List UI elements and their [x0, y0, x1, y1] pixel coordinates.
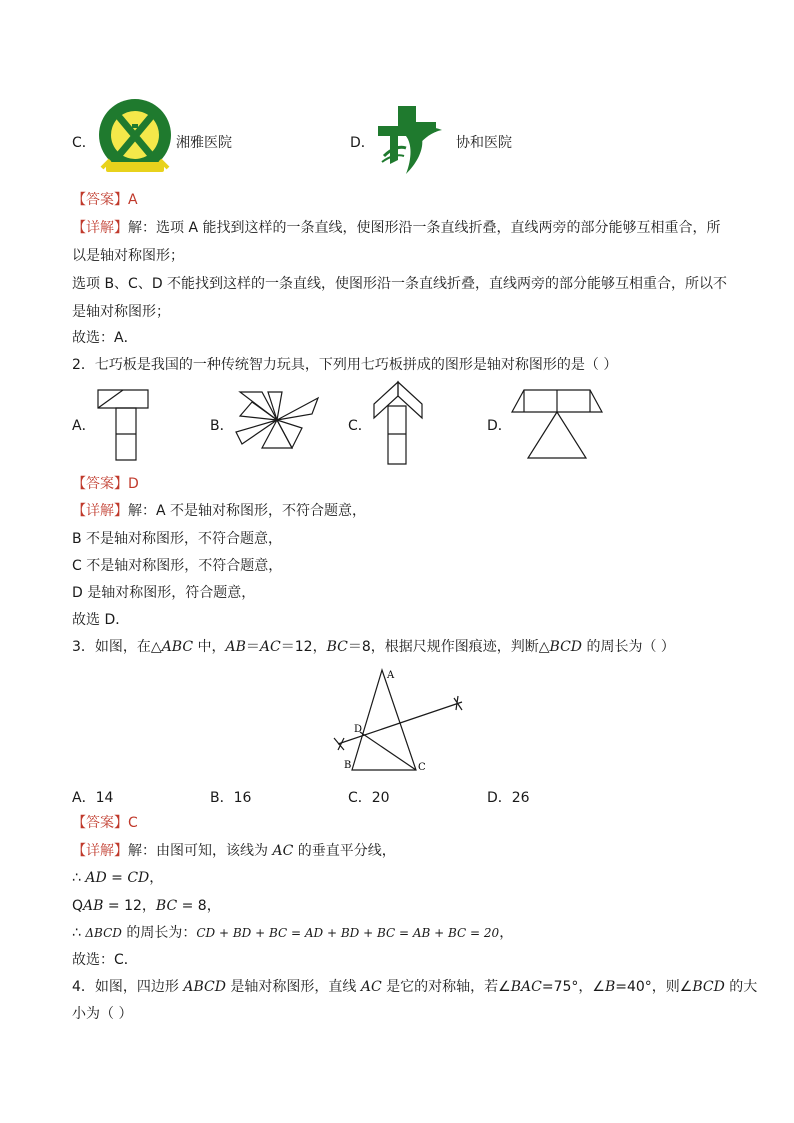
q1-detail-line-2: 以是轴对称图形； — [72, 248, 184, 264]
q3-answer-line — [72, 813, 138, 833]
detail-text: 解：A 不是轴对称图形，不符合题意， — [128, 503, 367, 519]
math-var: AD — [85, 870, 107, 886]
q4-stem-line-1 — [72, 977, 757, 997]
q3-detail-line-5: 故选：C． — [72, 952, 138, 968]
math-var: ΔBCD — [85, 926, 122, 940]
q2-option-c-figure — [370, 380, 426, 468]
math-var: BC — [326, 639, 348, 655]
detail-text: 的垂直平分线， — [293, 843, 396, 859]
q3-option-b: B．16 — [210, 790, 252, 806]
q3-detail-line-3 — [72, 896, 221, 916]
answer-tag: 【答案】 — [72, 476, 128, 492]
stem-text: 是它的对称轴，若∠ — [381, 979, 511, 995]
q2-option-b-figure — [232, 388, 322, 452]
q1-option-d-label: D． — [350, 135, 375, 151]
q3-detail-line-4 — [72, 923, 513, 943]
q3-detail-line-1 — [72, 841, 396, 861]
math-op: = — [106, 870, 128, 886]
math-op: = 12， — [103, 898, 156, 914]
q3-option-d: D．26 — [487, 790, 530, 806]
math-var: AC — [272, 843, 294, 859]
vertex-label-c: C — [418, 762, 426, 773]
stem-text: 中， — [193, 639, 226, 655]
vertex-label-b: B — [344, 760, 352, 771]
q2-detail-line-5: 故选 D． — [72, 612, 130, 628]
punct: ， — [149, 870, 164, 886]
because-symbol: Q — [72, 898, 84, 914]
q3-option-a: A．14 — [72, 790, 114, 806]
stem-text: 的周长为（ ） — [582, 639, 675, 655]
q2-detail-line-4: D 是轴对称图形，符合题意， — [72, 585, 256, 601]
stem-text: 的大 — [724, 979, 758, 995]
detail-text: 解：选项 A 能找到这样的一条直线，使图形沿一条直线折叠，直线两旁的部分能够互相重合，所 — [128, 220, 721, 236]
vertex-label-d: D — [354, 724, 363, 735]
q2-option-a-figure — [96, 388, 154, 464]
punct: ， — [499, 925, 514, 941]
stem-text: 3．如图，在△ — [72, 639, 162, 655]
q2-option-b-label: B． — [210, 418, 234, 434]
q1-detail-line-4: 是轴对称图形； — [72, 304, 170, 320]
q2-detail-line-1 — [72, 501, 366, 521]
answer-tag: 【答案】 — [72, 192, 128, 208]
answer-value: A — [128, 192, 138, 208]
q2-answer-line — [72, 474, 139, 494]
math-var: AB — [225, 639, 246, 655]
detail-tag: 【详解】 — [72, 843, 128, 859]
math-var: CD — [127, 870, 150, 886]
stem-text: ＝12， — [280, 639, 327, 655]
therefore-symbol: ∴ — [72, 925, 86, 941]
math-var: B — [604, 979, 616, 995]
math-expression: CD + BD + BC = AD + BD + BC = AB + BC = 20 — [196, 926, 500, 940]
q2-option-c-label: C． — [348, 418, 372, 434]
xiehe-hospital-logo-icon — [376, 104, 456, 176]
math-var: AC — [259, 639, 281, 655]
q1-detail-line-3: 选项 B、C、D 不能找到这样的一条直线，使图形沿一条直线折叠，直线两旁的部分能够互相重合，所以不 — [72, 276, 728, 292]
q1-detail-line-5: 故选：A． — [72, 330, 138, 346]
math-op: = 8， — [177, 898, 221, 914]
q2-option-d-figure — [508, 388, 606, 462]
q1-answer-line — [72, 190, 138, 210]
therefore-symbol: ∴ — [72, 870, 86, 886]
q4-stem-line-2: 小为（ ） — [72, 1006, 133, 1022]
math-var: ABCD — [183, 979, 226, 995]
q2-option-d-label: D． — [487, 418, 512, 434]
stem-text: 4．如图，四边形 — [72, 979, 184, 995]
answer-value: D — [128, 476, 139, 492]
q2-stem: 2．七巧板是我国的一种传统智力玩具，下列用七巧板拼成的图形是轴对称图形的是（ ） — [72, 357, 618, 373]
answer-value: C — [128, 815, 138, 831]
math-var: AB — [83, 898, 104, 914]
answer-tag: 【答案】 — [72, 815, 128, 831]
q1-option-c-name: 湘雅医院 — [176, 135, 232, 151]
q2-detail-line-3: C 不是轴对称图形，不符合题意， — [72, 558, 283, 574]
math-var: BCD — [549, 639, 583, 655]
detail-tag: 【详解】 — [72, 220, 128, 236]
math-var: BAC — [510, 979, 542, 995]
stem-text: ＝ — [245, 639, 260, 655]
math-var: BC — [155, 898, 178, 914]
q1-detail-line-1 — [72, 218, 720, 238]
q3-detail-line-2 — [72, 868, 163, 888]
q3-stem — [72, 637, 675, 657]
vertex-label-a: A — [387, 670, 395, 681]
q1-option-c-label: C． — [72, 135, 96, 151]
q2-option-a-label: A． — [72, 418, 96, 434]
detail-tag: 【详解】 — [72, 503, 128, 519]
detail-text: 的周长为： — [121, 925, 197, 941]
math-var: ABC — [161, 639, 194, 655]
q3-option-c: C．20 — [348, 790, 390, 806]
xiangya-hospital-logo-icon — [98, 98, 178, 178]
q1-option-d-name: 协和医院 — [456, 135, 512, 151]
math-var: AC — [360, 979, 382, 995]
stem-text: 是轴对称图形，直线 — [225, 979, 361, 995]
stem-text: =40°，则∠ — [615, 979, 693, 995]
q3-triangle-figure — [330, 664, 470, 780]
detail-text: 解：由图可知，该线为 — [128, 843, 273, 859]
q2-detail-line-2: B 不是轴对称图形，不符合题意， — [72, 531, 283, 547]
stem-text: =75°，∠ — [541, 979, 605, 995]
math-var: BCD — [692, 979, 725, 995]
stem-text: ＝8，根据尺规作图痕迹，判断△ — [347, 639, 550, 655]
